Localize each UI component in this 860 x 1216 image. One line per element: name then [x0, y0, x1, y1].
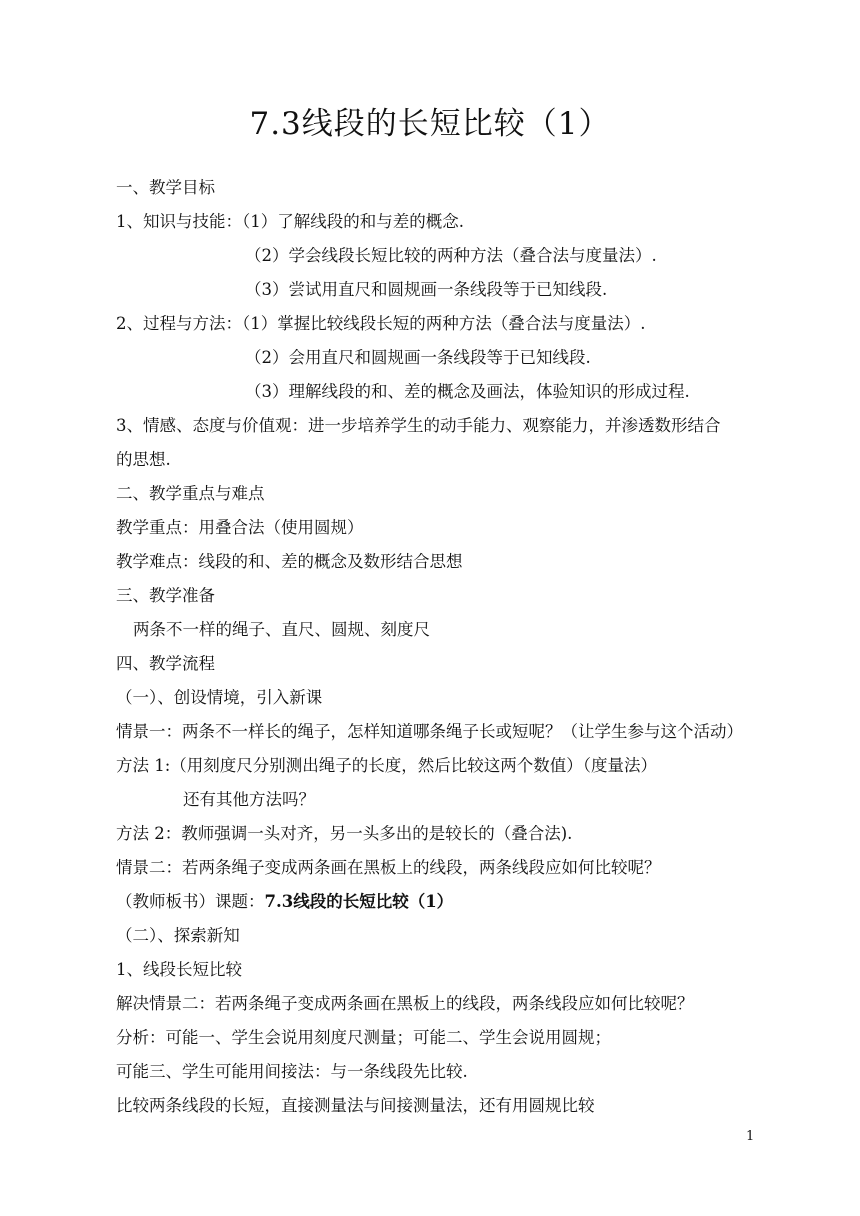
objective-process-1: 2、过程与方法：（1）掌握比较线段长短的两种方法（叠合法与度量法）.: [116, 314, 646, 333]
subsection-heading-intro: （一）、创设情境，引入新课: [116, 688, 323, 707]
objective-knowledge-2: （2）学会线段长短比较的两种方法（叠合法与度量法）.: [245, 246, 657, 265]
section-heading-preparation: 三、教学准备: [116, 586, 215, 605]
section-heading-process: 四、教学流程: [116, 654, 215, 673]
topic-line-comparison: 1、线段长短比较: [116, 960, 242, 979]
key-point: 教学重点：用叠合法（使用圆规）: [116, 518, 364, 537]
section-heading-objectives: 一、教学目标: [116, 178, 215, 197]
scenario-two: 情景二：若两条绳子变成两条画在黑板上的线段，两条线段应如何比较呢？: [116, 858, 661, 877]
objective-attitude-cont: 的思想.: [116, 450, 171, 469]
comparison-summary: 比较两条线段的长短，直接测量法与间接测量法，还有用圆规比较: [116, 1096, 595, 1115]
objective-knowledge-1: 1、知识与技能：（1）了解线段的和与差的概念.: [116, 212, 464, 231]
subsection-heading-explore: （二）、探索新知: [116, 926, 240, 945]
method-two: 方法 2：教师强调一头对齐，另一头多出的是较长的（叠合法).: [116, 824, 573, 843]
possibility-three: 可能三、学生可能用间接法：与一条线段先比较.: [116, 1062, 468, 1081]
page-number: 1: [746, 1129, 755, 1144]
board-writing-topic: [116, 890, 453, 914]
method-one: 方法 1:（用刻度尺分别测出绳子的长度，然后比较这两个数值）（度量法）: [116, 756, 658, 775]
objective-knowledge-3: （3）尝试用直尺和圆规画一条线段等于已知线段.: [245, 280, 608, 299]
board-writing-prefix: （教师板书）课题：: [116, 892, 265, 911]
document-title: 7.3线段的长短比较（1）: [249, 106, 611, 142]
objective-process-2: （2）会用直尺和圆规画一条线段等于已知线段.: [245, 348, 591, 367]
objective-attitude: 3、情感、态度与价值观：进一步培养学生的动手能力、观察能力，并渗透数形结合: [116, 416, 721, 435]
other-methods-question: 还有其他方法吗？: [183, 790, 315, 809]
board-writing-title: 7.3线段的长短比较（1）: [264, 892, 454, 911]
analysis-line: 分析：可能一、学生会说用刻度尺测量；可能二、学生会说用圆规；: [116, 1028, 611, 1047]
section-heading-key-points: 二、教学重点与难点: [116, 484, 265, 503]
solve-scenario-two: 解决情景二：若两条绳子变成两条画在黑板上的线段，两条线段应如何比较呢？: [116, 994, 694, 1013]
scenario-one: 情景一：两条不一样长的绳子，怎样知道哪条绳子长或短呢？（让学生参与这个活动）: [116, 722, 743, 741]
objective-process-3: （3）理解线段的和、差的概念及画法，体验知识的形成过程.: [245, 382, 690, 401]
difficult-point: 教学难点：线段的和、差的概念及数形结合思想: [116, 552, 463, 571]
preparation-materials: 两条不一样的绳子、直尺、圆规、刻度尺: [133, 620, 430, 639]
